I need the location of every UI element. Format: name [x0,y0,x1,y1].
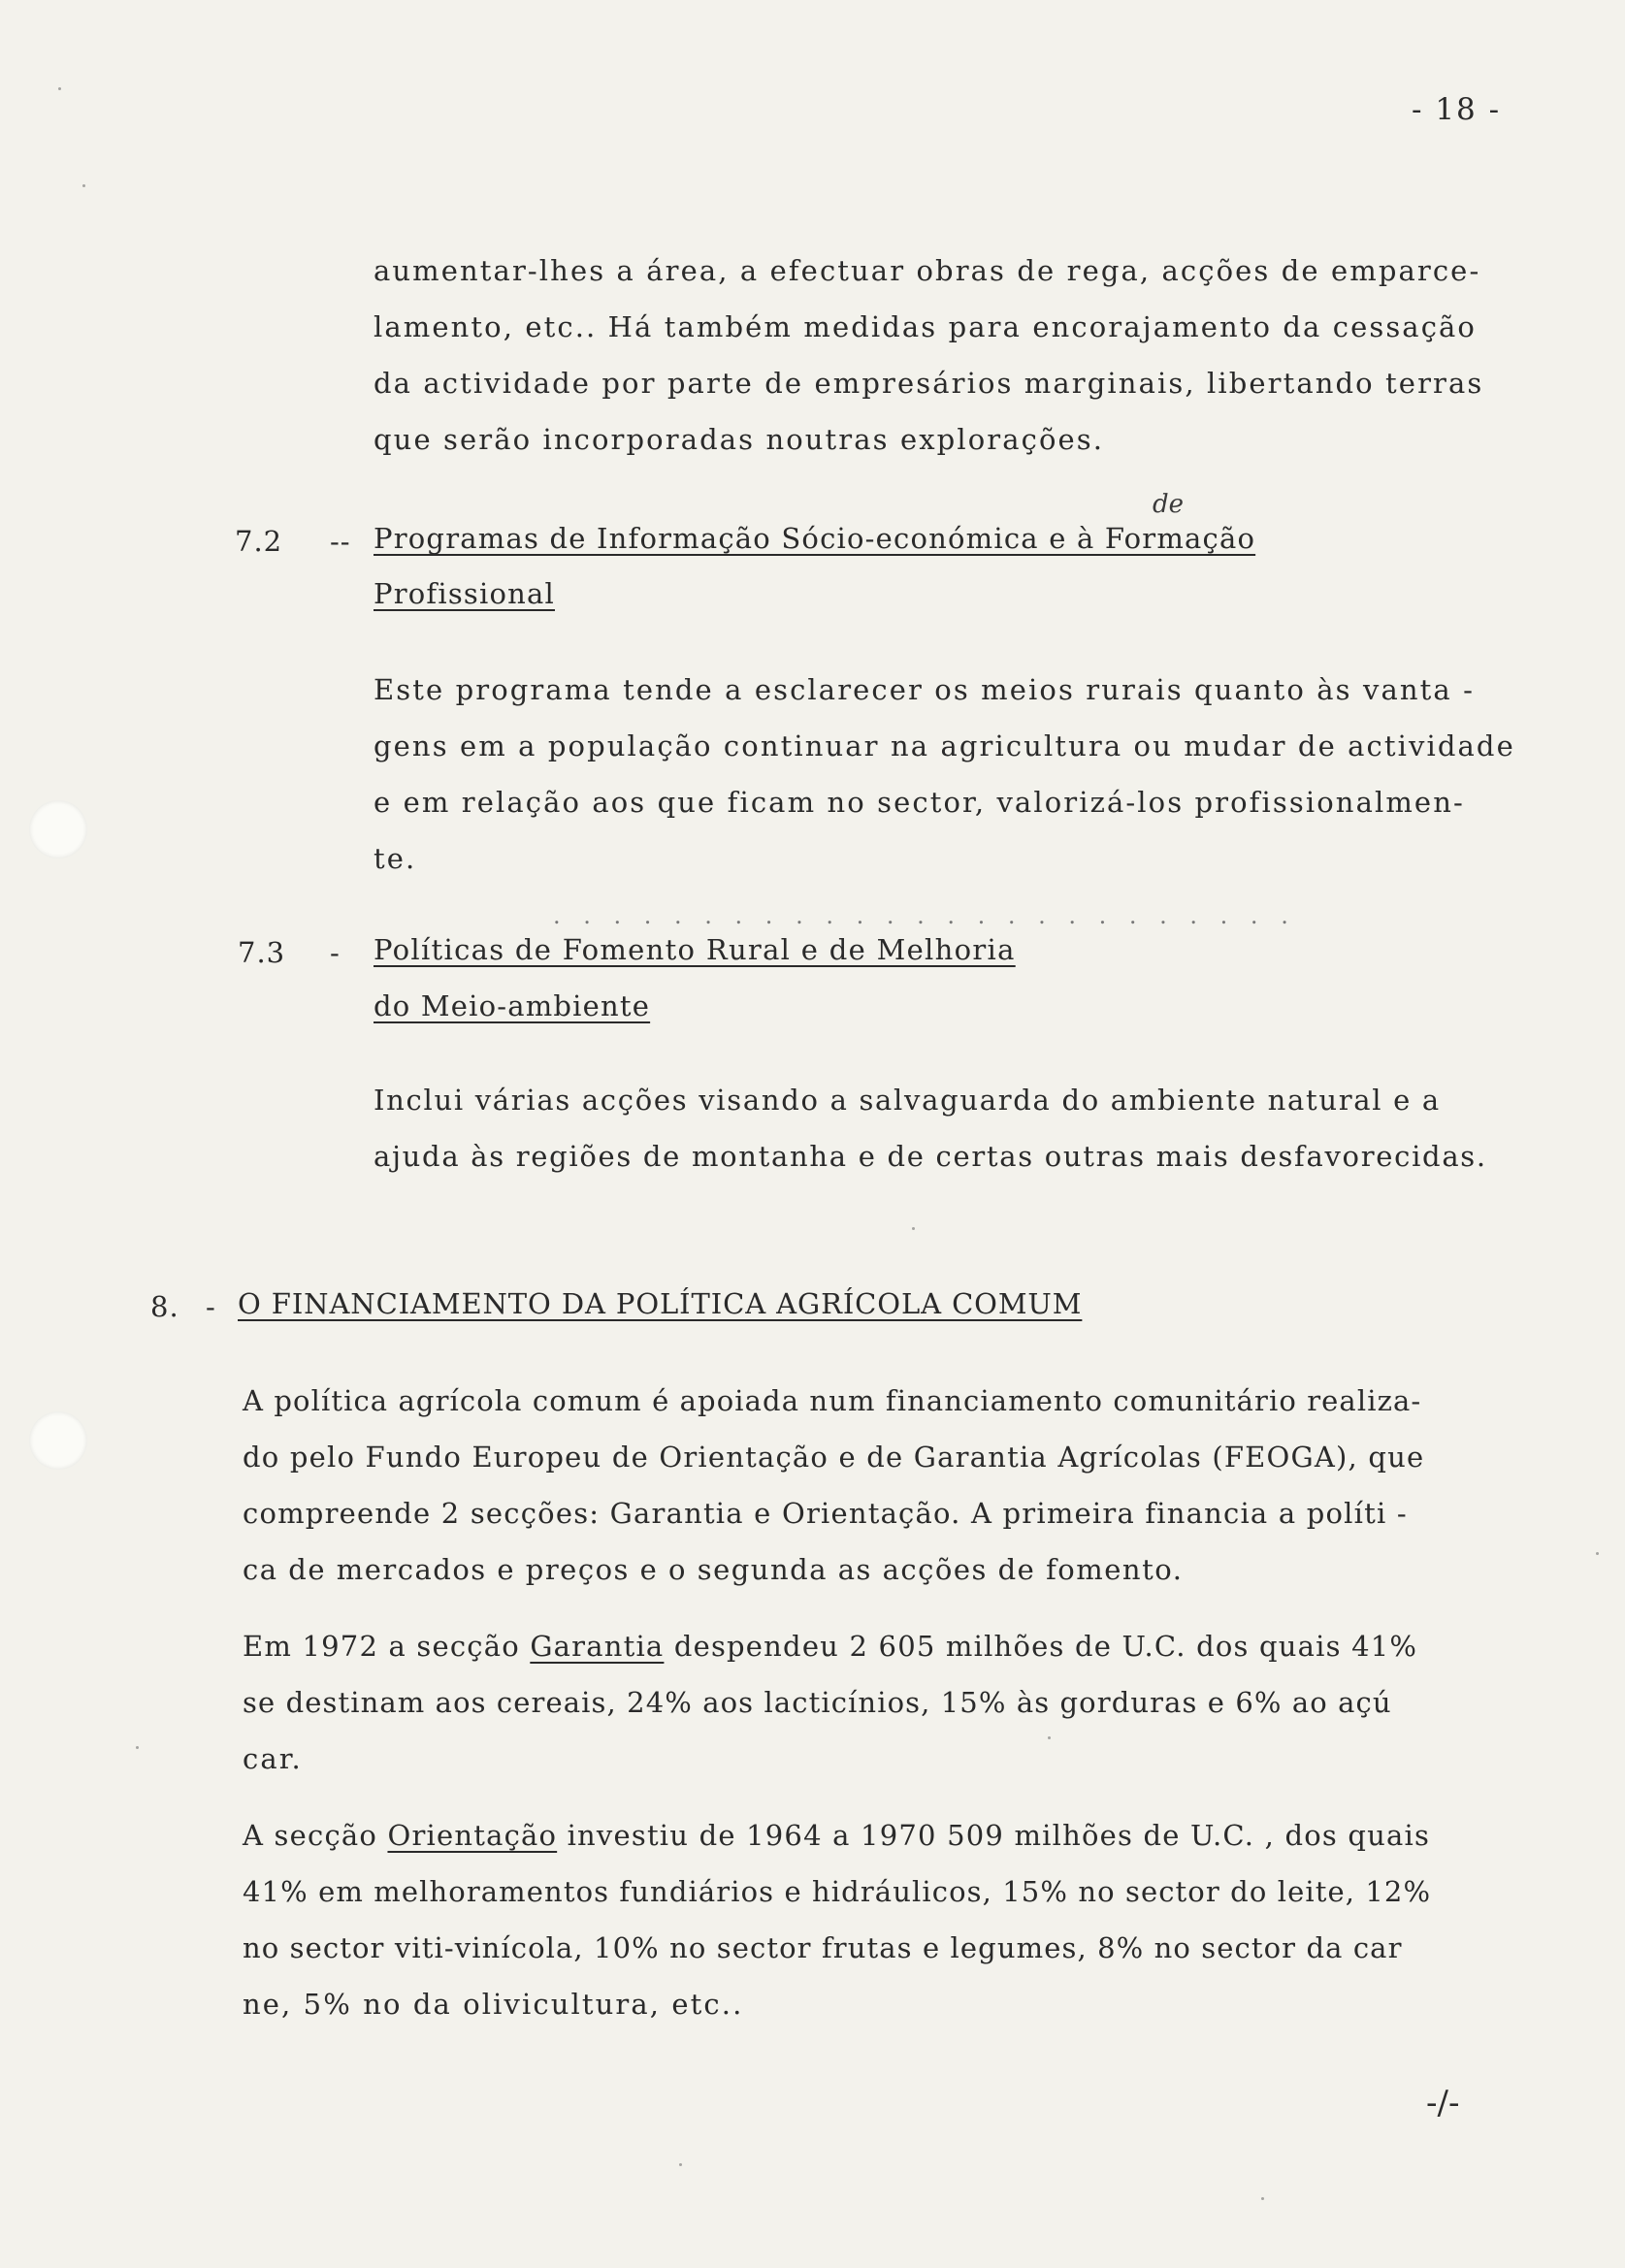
scan-speck [1048,1736,1051,1739]
underlined-term: Garantia [530,1630,665,1663]
text-run: A secção [243,1819,388,1852]
body-line: ne, 5% no da olivicultura, etc.. [243,1988,744,2021]
body-line: A política agrícola comum é apoiada num financiamento comunitário realiza- [243,1384,1422,1417]
body-line: 41% em melhoramentos fundiários e hidráulicos, 15% no sector do leite, 12% [243,1875,1432,1908]
body-line: gens em a população continuar na agricultura ou mudar de actividade [374,729,1515,762]
body-line [243,1819,1431,1852]
body-line: e em relação aos que ficam no sector, valorizá-los profissionalmen- [374,786,1465,819]
continuation-mark: -/- [1426,2084,1460,2122]
body-line: car. [243,1742,303,1775]
scan-speck [58,87,61,90]
text-run: Em 1972 a secção [243,1630,531,1663]
page-number: - 18 - [1412,92,1502,127]
body-line: do pelo Fundo Europeu de Orientação e de Garantia Agrícolas (FEOGA), que [243,1441,1425,1474]
section-dash: - [330,936,341,969]
section-number: 7.3 [238,936,286,969]
scan-speck [82,184,85,187]
body-line: Este programa tende a esclarecer os meios rurais quanto às vanta - [374,673,1475,706]
body-line: compreende 2 secções: Garantia e Orientação. A primeira financia a políti - [243,1497,1408,1530]
punch-hole-bottom [29,1411,87,1470]
section-title: O FINANCIAMENTO DA POLÍTICA AGRÍCOLA COMUM [238,1287,1083,1320]
section-title-continued: do Meio-ambiente [374,989,651,1022]
section-title: Políticas de Fomento Rural e de Melhoria [374,933,1016,966]
handwritten-correction: de [1153,490,1185,519]
scan-speck [679,2163,682,2166]
body-line: ca de mercados e preços e o segunda as acções de fomento. [243,1553,1184,1586]
body-line: que serão incorporadas noutras explorações. [374,423,1105,456]
body-line: lamento, etc.. Há também medidas para encorajamento da cessação [374,310,1477,343]
section-dash: - [206,1290,216,1323]
body-line: aumentar-lhes a área, a efectuar obras de rega, acções de emparce- [374,254,1481,287]
underlined-term: Orientação [387,1819,558,1852]
text-run: investiu de 1964 a 1970 509 milhões de U.C. , dos quais [557,1819,1431,1852]
dotted-separator: . . . . . . . . . . . . . . . . . . . . . . . . . [553,902,1296,929]
body-line: da actividade por parte de empresários marginais, libertando terras [374,367,1484,400]
section-title-continued: Profissional [374,577,555,610]
body-line: no sector viti-vinícola, 10% no sector frutas e legumes, 8% no sector da car [243,1931,1403,1964]
scan-speck [1261,2197,1264,2200]
text-run: despendeu 2 605 milhões de U.C. dos quais 41% [664,1630,1418,1663]
body-line: te. [374,842,417,875]
body-line: Inclui várias acções visando a salvaguarda do ambiente natural e a [374,1084,1441,1117]
section-number: 8. [150,1290,179,1323]
body-line: se destinam aos cereais, 24% aos lacticínios, 15% às gorduras e 6% ao açú [243,1686,1392,1719]
scan-speck [1596,1552,1599,1555]
section-number: 7.2 [235,525,283,558]
scan-speck [136,1746,139,1749]
punch-hole-top [29,800,87,859]
body-line: ajuda às regiões de montanha e de certas outras mais desfavorecidas. [374,1140,1487,1173]
section-title: Programas de Informação Sócio-económica e à Formação [374,522,1256,555]
body-line [243,1630,1418,1663]
scan-speck [912,1227,915,1230]
section-dash: -- [330,525,351,558]
